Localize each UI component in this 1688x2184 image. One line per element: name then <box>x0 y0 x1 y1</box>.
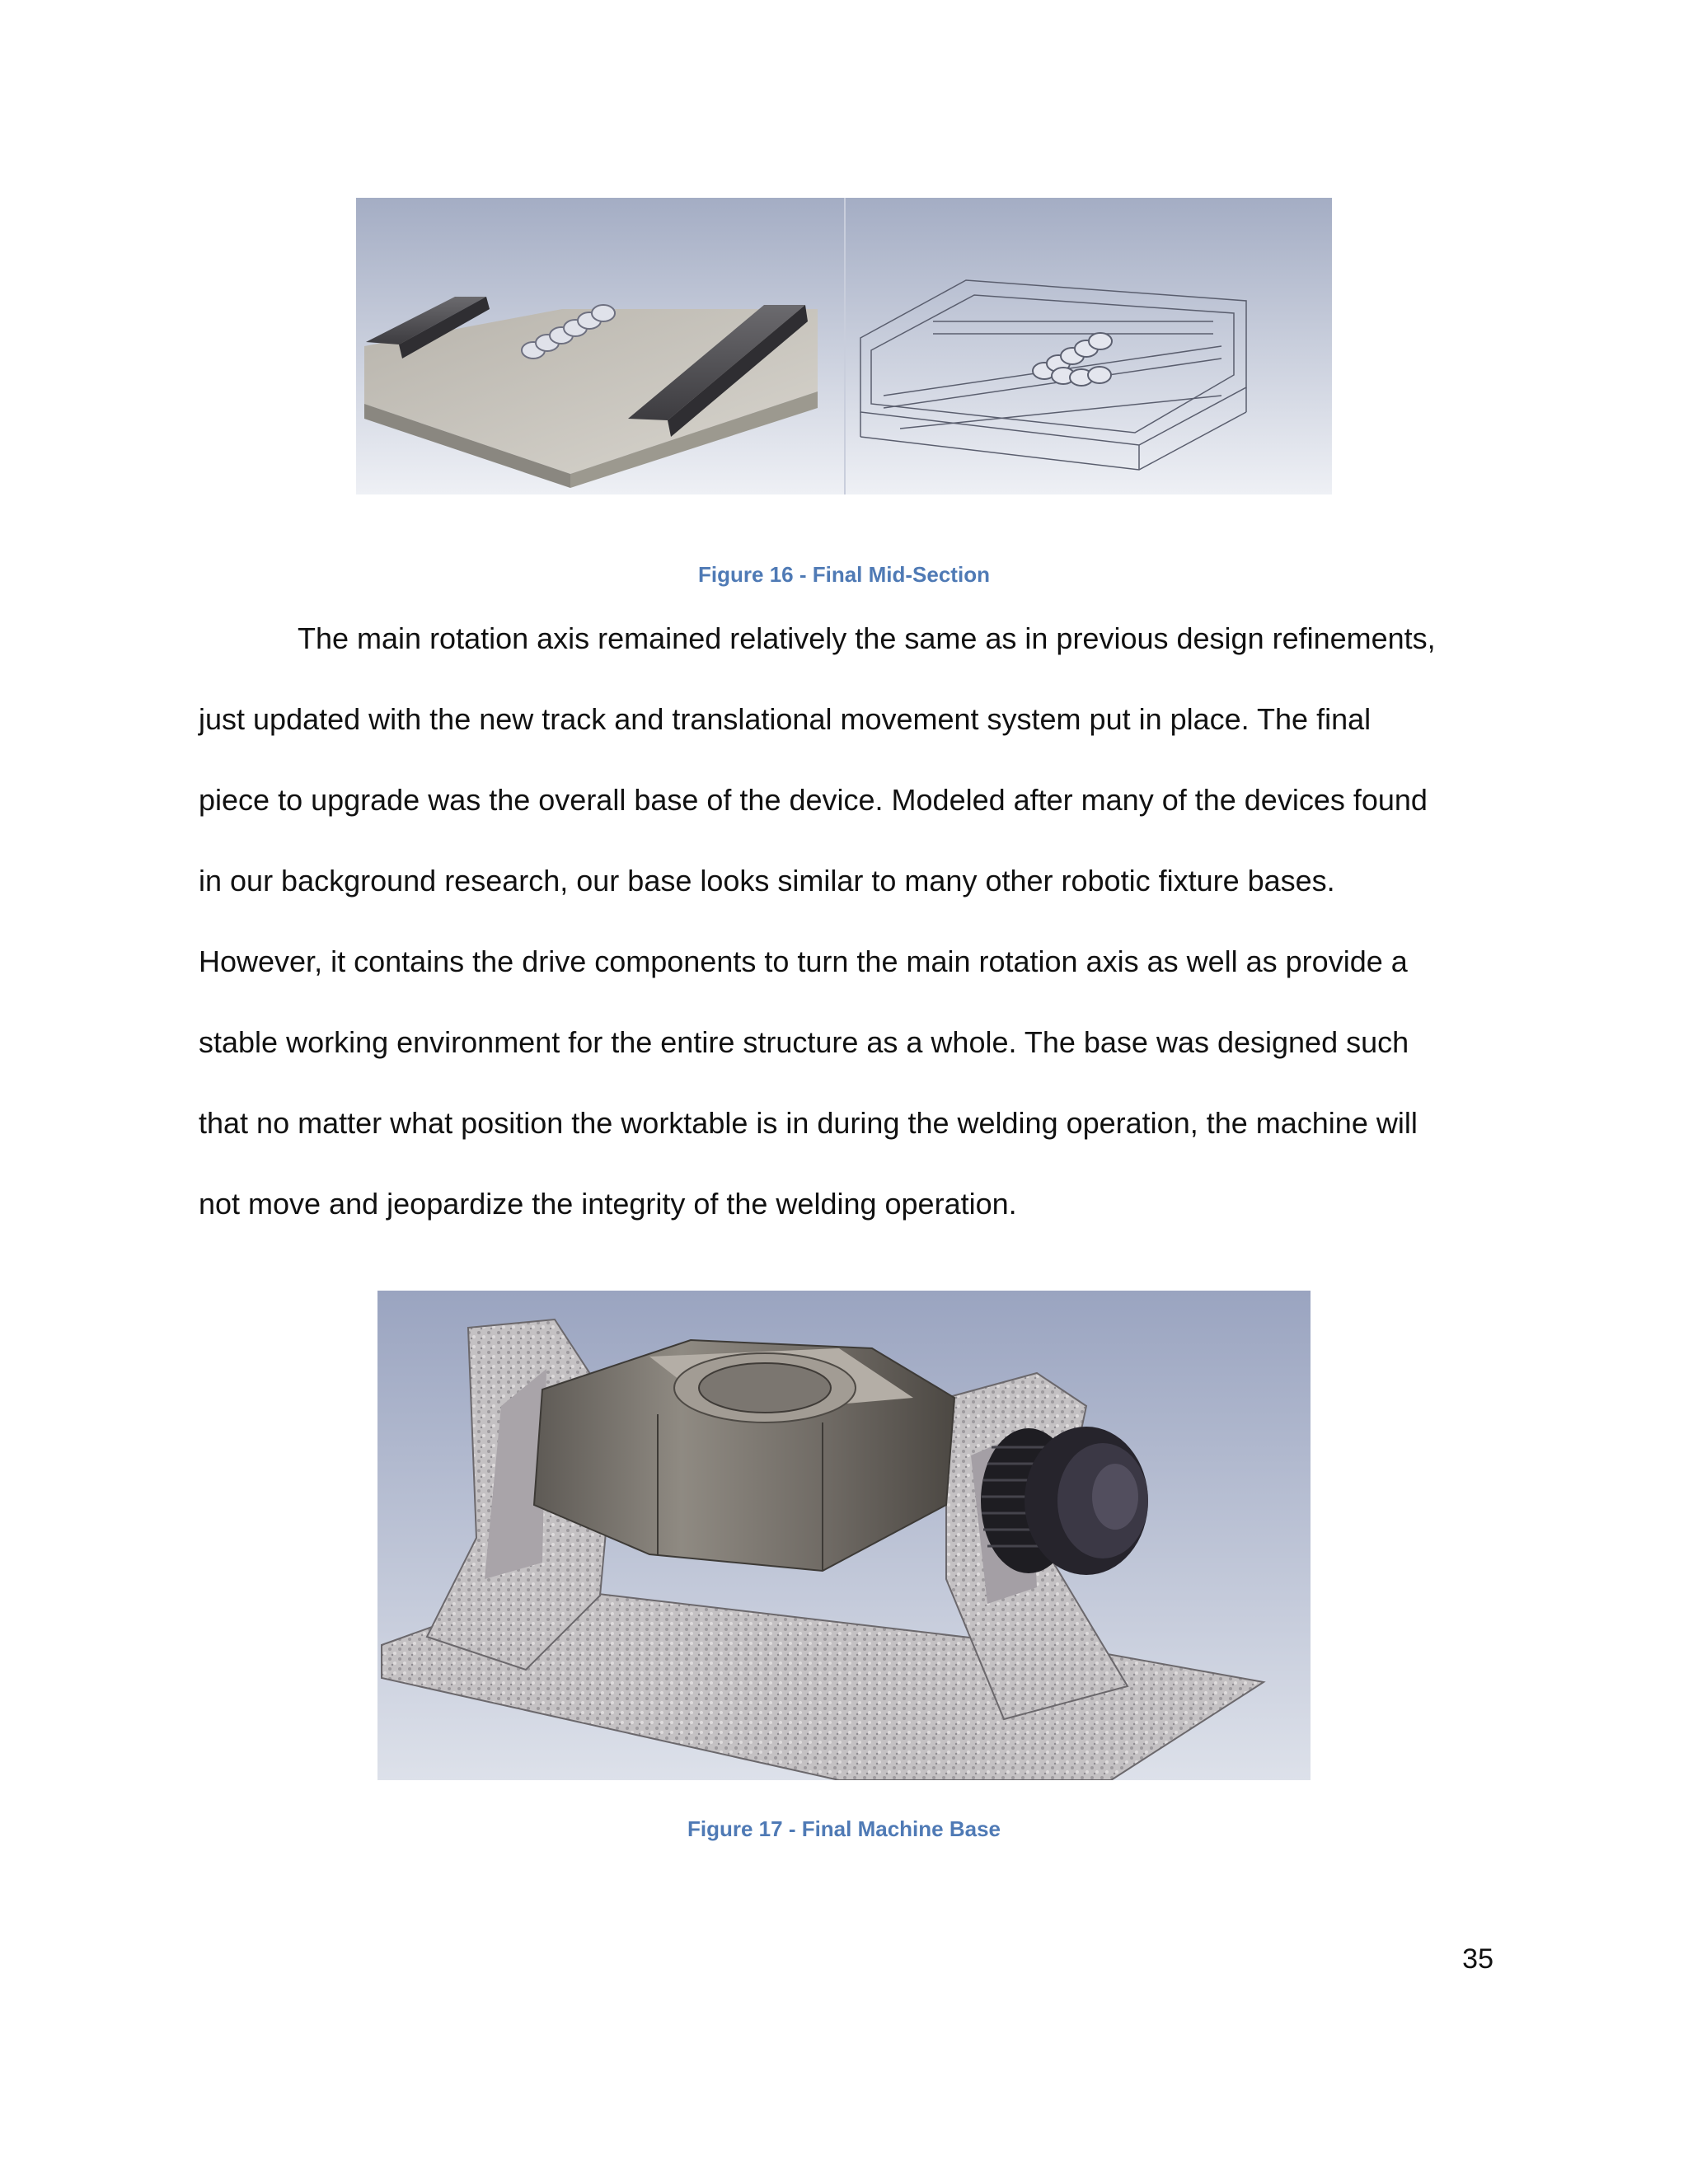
body-line: not move and jeopardize the integrity of the welding operation. <box>199 1187 1017 1221</box>
body-paragraph <box>199 598 1501 1244</box>
body-line: that no matter what position the worktable is in during the welding operation, the machine will <box>199 1106 1418 1140</box>
cad-render-mid-section-icon <box>356 198 1332 494</box>
body-line: The main rotation axis remained relatively the same as in previous design refinements, <box>298 621 1436 655</box>
figure-17-image <box>377 1291 1311 1780</box>
cad-render-machine-base-icon <box>377 1291 1311 1780</box>
body-line: stable working environment for the entire structure as a whole. The base was designed such <box>199 1025 1409 1059</box>
page-number: 35 <box>1462 1943 1493 1975</box>
figure-16-image <box>356 198 1332 494</box>
figure-16-caption: Figure 16 - Final Mid-Section <box>698 562 990 587</box>
body-line: just updated with the new track and translational movement system put in place. The final <box>199 702 1372 736</box>
body-line: However, it contains the drive components to turn the main rotation axis as well as provide a <box>199 944 1408 978</box>
figure-17-caption: Figure 17 - Final Machine Base <box>687 1816 1001 1841</box>
body-line: in our background research, our base looks similar to many other robotic fixture bases. <box>199 864 1335 898</box>
body-line: piece to upgrade was the overall base of the device. Modeled after many of the devices found <box>199 783 1428 817</box>
